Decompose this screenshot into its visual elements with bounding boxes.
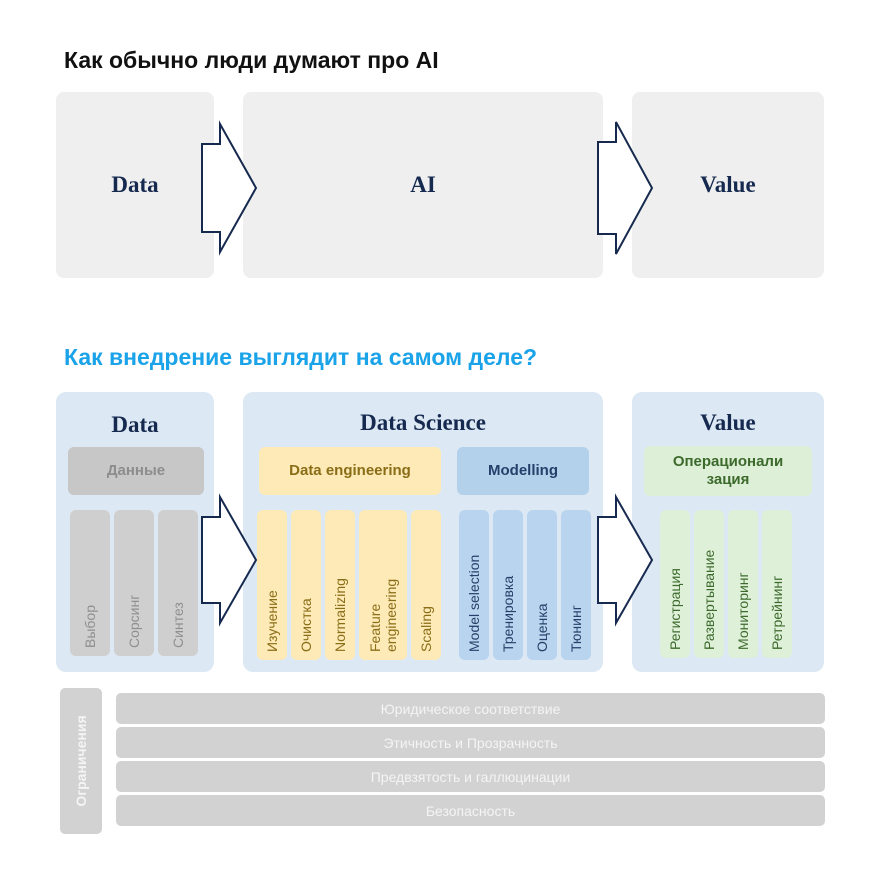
value-item-label: Мониторинг xyxy=(735,572,751,650)
value-item xyxy=(762,510,792,658)
data-item xyxy=(114,510,154,656)
value-panel xyxy=(632,392,824,672)
modelling-item-label: Тюнинг xyxy=(568,605,584,652)
value-item-label: Ретрейнинг xyxy=(769,575,785,650)
data-box-label: Data xyxy=(111,172,159,197)
data-science-panel xyxy=(243,392,603,672)
ai-box xyxy=(243,92,603,278)
engineering-item-label: Feature engineering xyxy=(367,578,400,652)
engineering-item xyxy=(325,510,355,660)
modelling-item-label: Тренировка xyxy=(500,575,516,652)
modelling-item xyxy=(527,510,557,660)
constraint-bar: Безопасность xyxy=(116,795,825,826)
constraint-bar: Предвзятость и галлюцинации xyxy=(116,761,825,792)
data-header: Данные xyxy=(68,447,204,495)
value-item-label: Развертывание xyxy=(701,549,717,650)
operationalization-header xyxy=(644,446,812,496)
ai-box-label: AI xyxy=(410,172,436,197)
operationalization-header-line2: зация xyxy=(706,471,750,488)
data-item xyxy=(70,510,110,656)
engineering-item-label: Изучение xyxy=(264,590,280,652)
engineering-item xyxy=(411,510,441,660)
engineering-item xyxy=(291,510,321,660)
bottom-heading: Как внедрение выглядит на самом деле? xyxy=(64,344,538,370)
data-item xyxy=(158,510,198,656)
data-engineering-header: Data engineering xyxy=(259,447,441,495)
data-item-label: Сорсинг xyxy=(126,594,142,648)
arrow-right-icon xyxy=(596,495,656,625)
value-item-label: Регистрация xyxy=(667,568,683,650)
modelling-header: Modelling xyxy=(457,447,589,495)
constraint-bar: Юридическое соответствие xyxy=(116,693,825,724)
value-box xyxy=(632,92,824,278)
modelling-item-label: Оценка xyxy=(534,603,550,652)
engineering-item xyxy=(359,510,407,660)
data-item-label: Выбор xyxy=(82,605,98,648)
value-item xyxy=(728,510,758,658)
arrow-right-icon xyxy=(200,495,260,625)
operationalization-header-line1: Операционали xyxy=(672,453,784,470)
modelling-item xyxy=(561,510,591,660)
engineering-item-label: Scaling xyxy=(418,606,434,652)
engineering-item-label: Normalizing xyxy=(332,578,348,652)
constraints-label-text: Ограничения xyxy=(73,715,89,807)
value-item xyxy=(660,510,690,658)
data-science-panel-title: Data Science xyxy=(360,410,486,435)
engineering-item xyxy=(257,510,287,660)
arrow-right-icon xyxy=(596,120,656,256)
modelling-item-label: Model selection xyxy=(466,554,482,652)
constraint-bar: Этичность и Прозрачность xyxy=(116,727,825,758)
value-panel-title: Value xyxy=(700,410,756,435)
modelling-item xyxy=(459,510,489,660)
top-heading: Как обычно люди думают про AI xyxy=(64,47,439,73)
data-item-label: Синтез xyxy=(170,602,186,648)
data-panel xyxy=(56,392,214,672)
modelling-item xyxy=(493,510,523,660)
value-box-label: Value xyxy=(700,172,756,197)
constraints-label xyxy=(60,688,102,834)
value-item xyxy=(694,510,724,658)
data-box xyxy=(56,92,214,278)
engineering-item-label: Очистка xyxy=(298,598,314,652)
arrow-right-icon xyxy=(200,122,260,254)
data-panel-title: Data xyxy=(111,412,159,437)
